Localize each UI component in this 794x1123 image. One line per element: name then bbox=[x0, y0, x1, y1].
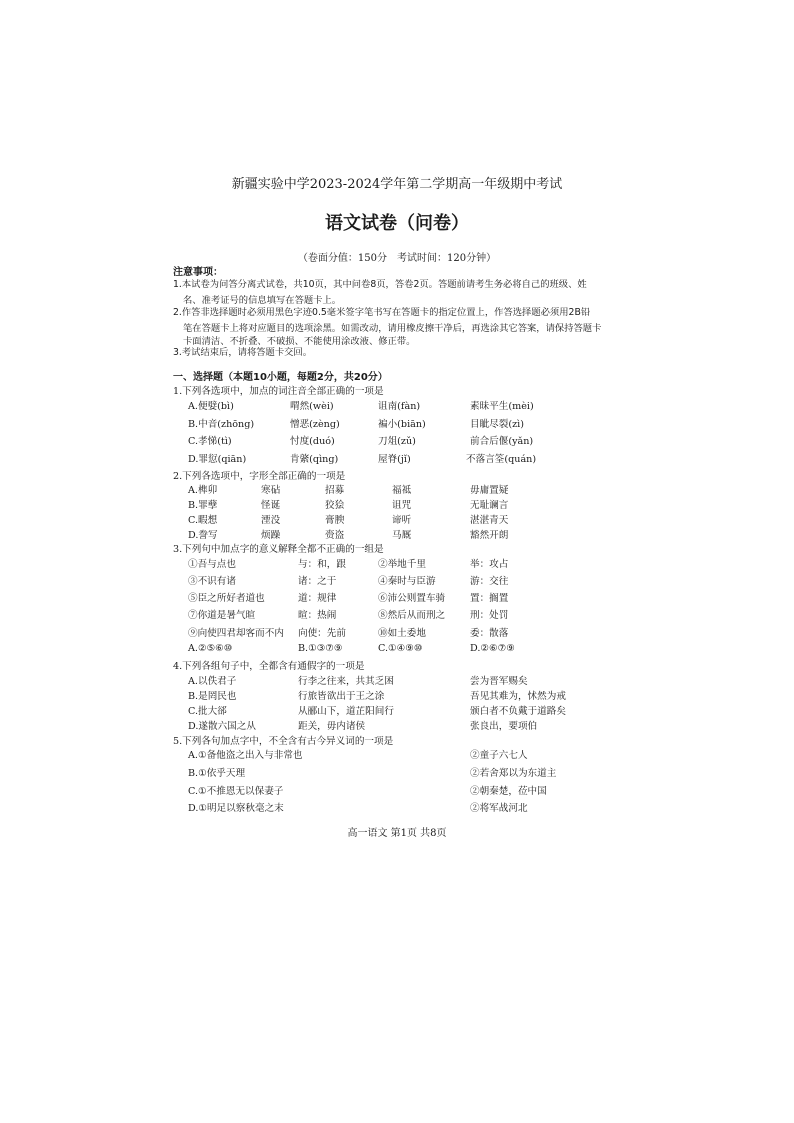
q5-option: ②将军战河北 bbox=[470, 803, 528, 814]
q4-option: 颁白者不负戴于道路矣 bbox=[470, 706, 566, 717]
q3-item: ②举地千里 bbox=[378, 559, 426, 570]
question-3-stem: 3.下列句中加点字的意义解释全都不正确的一组是 bbox=[173, 544, 384, 555]
note-line: 卡面清洁、不折叠、不破损、不能使用涂改液、修正带。 bbox=[183, 336, 416, 347]
q5-option: D.①明足以察秋毫之末 bbox=[188, 803, 284, 814]
q3-item: 委：散落 bbox=[470, 628, 509, 639]
page-footer: 高一语文 第1页 共8页 bbox=[347, 828, 447, 839]
question-2-stem: 2.下列各选项中，字形全部正确的一项是 bbox=[173, 471, 346, 482]
q3-item: ④秦时与臣游 bbox=[378, 576, 436, 587]
q2-option: 烦躁 bbox=[261, 530, 281, 541]
q3-option: B.①③⑦⑨ bbox=[298, 643, 343, 654]
q3-item: ③不识有诸 bbox=[188, 576, 236, 587]
page-title: 语文试卷（问卷） bbox=[325, 213, 469, 234]
q5-option: ②童子六七人 bbox=[470, 750, 528, 761]
q1-option: 前合后偃(yǎn) bbox=[470, 436, 534, 447]
q2-option: 怪诞 bbox=[261, 500, 281, 511]
q4-option: 吾见其难为，怵然为戒 bbox=[470, 691, 566, 702]
q2-option: D.誊写 bbox=[188, 530, 218, 541]
section-heading: 一、选择题（本题10小题，每题2分，共20分） bbox=[173, 372, 388, 383]
q4-option: C.批大郤 bbox=[188, 706, 227, 717]
q3-item: ⑩如土委地 bbox=[378, 628, 426, 639]
q1-option: D.罪愆(qiān) bbox=[188, 454, 247, 465]
question-5-stem: 5.下列各句加点字中，不全含有古今异义词的一项是 bbox=[173, 736, 394, 747]
q1-option: 目眦尽裂(zì) bbox=[470, 419, 524, 430]
q5-option: ②朝秦楚，莅中国 bbox=[470, 786, 547, 797]
q4-option: B.是罔民也 bbox=[188, 691, 237, 702]
q3-item: 举：攻占 bbox=[470, 559, 509, 570]
notes-heading: 注意事项： bbox=[173, 267, 223, 278]
note-line: 3.考试结束后，请将答题卡交回。 bbox=[173, 347, 313, 358]
q4-option: A.以佚君子 bbox=[188, 676, 237, 687]
q1-option: 不落言筌(quán) bbox=[466, 454, 537, 465]
q5-option: B.①依乎天理 bbox=[188, 768, 246, 779]
note-line: 1.本试卷为问答分离式试卷，共10页，其中问卷8页，答卷2页。答题前请考生务必将自己的班级、姓 bbox=[173, 279, 587, 290]
q2-option: 福祗 bbox=[392, 485, 412, 496]
exam-meta: （卷面分值：150分 考试时间：120分钟） bbox=[297, 253, 497, 264]
q2-option: C.暇想 bbox=[188, 515, 218, 526]
q3-item: ①吾与点也 bbox=[188, 559, 236, 570]
q3-item: 道：规律 bbox=[298, 593, 337, 604]
q3-item: 置：搁置 bbox=[470, 593, 509, 604]
q1-option: 素昧平生(mèi) bbox=[470, 401, 534, 412]
note-line: 2.作答非选择题时必须用黑色字迹0.5毫米签字笔书写在答题卡的指定位置上，作答选择题必须用2B铅 bbox=[173, 307, 591, 318]
q1-option: C.孝悌(tì) bbox=[188, 436, 232, 447]
q1-option: 忖度(duó) bbox=[290, 436, 335, 447]
q3-option: A.②⑤⑥⑩ bbox=[188, 643, 233, 654]
q2-option: 诅咒 bbox=[392, 500, 412, 511]
q4-option: 从郦山下，道芷阳间行 bbox=[298, 706, 394, 717]
q1-option: 屋脊(jǐ) bbox=[378, 454, 411, 465]
q3-item: ⑨向使四君却客而不内 bbox=[188, 628, 284, 639]
q3-item: ⑤臣之所好者道也 bbox=[188, 593, 265, 604]
q5-option: C.①不推恩无以保妻子 bbox=[188, 786, 284, 797]
question-1-stem: 1.下列各选项中，加点的词注音全部正确的一项是 bbox=[173, 386, 384, 397]
q2-option: 湛湛青天 bbox=[470, 515, 509, 526]
q3-item: ⑦你道是暑气暄 bbox=[188, 610, 256, 621]
q1-option: 喟然(wèi) bbox=[290, 401, 334, 412]
q5-option: ②若舍郑以为东道主 bbox=[470, 768, 557, 779]
q3-option: D.②⑥⑦⑨ bbox=[470, 643, 515, 654]
q3-item: 游：交往 bbox=[470, 576, 509, 587]
q1-option: A.便嬖(bì) bbox=[188, 401, 234, 412]
q2-option: 谛听 bbox=[392, 515, 412, 526]
q1-option: 刀俎(zǔ) bbox=[378, 436, 416, 447]
q2-option: 毋庸置疑 bbox=[470, 485, 509, 496]
q4-option: 张良出，要项伯 bbox=[470, 721, 538, 732]
q3-item: 刑：处罚 bbox=[470, 610, 509, 621]
q3-item: 暄：热闹 bbox=[298, 610, 337, 621]
q4-option: 行旅皆欲出于王之涂 bbox=[298, 691, 385, 702]
q1-option: 憎恶(zèng) bbox=[290, 419, 340, 430]
note-line: 名、准考证号的信息填写在答题卡上。 bbox=[183, 295, 342, 306]
q2-option: 赍盗 bbox=[325, 530, 345, 541]
q1-option: B.中音(zhōng) bbox=[188, 419, 255, 430]
note-line: 笔在答题卡上将对应题目的选项涂黑。如需改动，请用橡皮擦干净后，再选涂其它答案，请保持答题卡 bbox=[183, 323, 602, 334]
q4-option: 距关，毋内诸侯 bbox=[298, 721, 366, 732]
q3-item: 与：和，跟 bbox=[298, 559, 346, 570]
q2-option: 狡狯 bbox=[325, 500, 345, 511]
q4-option: 行李之往来，共其乏困 bbox=[298, 676, 394, 687]
q3-item: 诸：之于 bbox=[298, 576, 337, 587]
q2-option: 膏腴 bbox=[325, 515, 345, 526]
school-line: 新疆实验中学2023-2024学年第二学期高一年级期中考试 bbox=[231, 177, 563, 192]
q3-option: C.①④⑨⑩ bbox=[378, 643, 423, 654]
q4-option: D.遂散六国之从 bbox=[188, 721, 256, 732]
question-4-stem: 4.下列各组句子中，全都含有通假字的一项是 bbox=[173, 661, 365, 672]
q1-option: 诅南(fàn) bbox=[378, 401, 421, 412]
q4-option: 尝为晋军赐矣 bbox=[470, 676, 528, 687]
q3-item: ⑧然后从而刑之 bbox=[378, 610, 446, 621]
q2-option: 马厩 bbox=[392, 530, 412, 541]
q1-option: 褊小(biān) bbox=[378, 419, 426, 430]
q2-option: 豁然开朗 bbox=[470, 530, 509, 541]
q5-option: A.①备他盗之出入与非常也 bbox=[188, 750, 303, 761]
q2-option: 无耻谰言 bbox=[470, 500, 509, 511]
q2-option: 寒砧 bbox=[261, 485, 281, 496]
q3-item: ⑥沛公则置车骑 bbox=[378, 593, 446, 604]
q2-option: 湮没 bbox=[261, 515, 281, 526]
q2-option: 招募 bbox=[325, 485, 345, 496]
q3-item: 向使：先前 bbox=[298, 628, 346, 639]
q2-option: A.榫卯 bbox=[188, 485, 218, 496]
q2-option: B.罪孽 bbox=[188, 500, 218, 511]
q1-option: 肯綮(qìng) bbox=[290, 454, 339, 465]
